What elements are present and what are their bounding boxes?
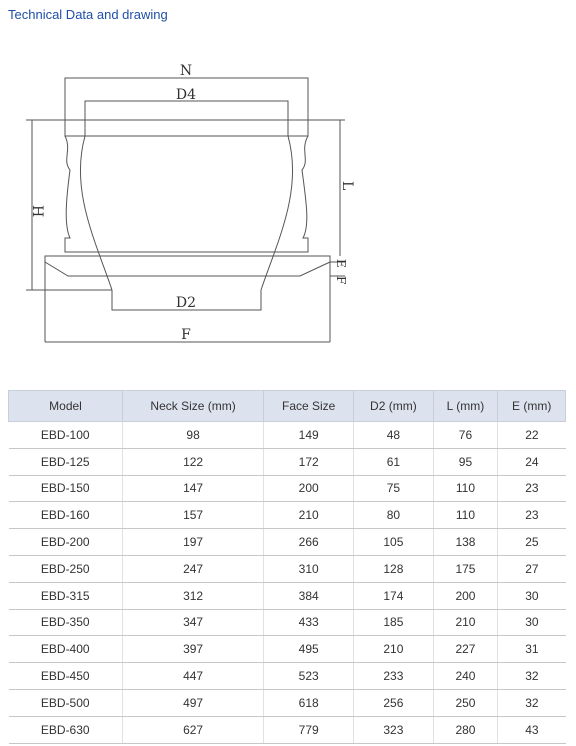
table-cell: 233	[354, 663, 433, 690]
table-cell: 30	[498, 582, 566, 609]
table-row	[9, 448, 566, 475]
label-d4: D4	[175, 87, 197, 103]
table-cell: 433	[264, 609, 354, 636]
table-cell: 779	[264, 716, 354, 743]
table-cell: 32	[498, 663, 566, 690]
table-cell: EBD-315	[9, 582, 123, 609]
table-cell: 76	[433, 422, 498, 449]
table-row	[9, 689, 566, 716]
column-header: E (mm)	[498, 391, 566, 422]
bottom-plate	[45, 256, 330, 276]
column-header: Model	[9, 391, 123, 422]
table-cell: 247	[123, 555, 264, 582]
technical-data-table	[8, 390, 566, 744]
table-cell: EBD-450	[9, 663, 123, 690]
table-row	[9, 422, 566, 449]
table-cell: 122	[123, 448, 264, 475]
table-row	[9, 475, 566, 502]
table-cell: 200	[433, 582, 498, 609]
table-header-row	[9, 391, 566, 422]
table-cell: EBD-400	[9, 636, 123, 663]
table-row	[9, 663, 566, 690]
table-cell: EBD-160	[9, 502, 123, 529]
table-cell: 210	[354, 636, 433, 663]
table-cell: 384	[264, 582, 354, 609]
page-title: Technical Data and drawing	[8, 7, 168, 22]
label-l: L	[339, 181, 355, 191]
table-cell: 75	[354, 475, 433, 502]
table-cell: 110	[433, 502, 498, 529]
right-inner-curve	[261, 136, 293, 290]
table-cell: 618	[264, 689, 354, 716]
table-cell: 98	[123, 422, 264, 449]
table-cell: 128	[354, 555, 433, 582]
table-cell: EBD-500	[9, 689, 123, 716]
table-cell: 105	[354, 529, 433, 556]
dimension-d4-line	[85, 101, 288, 136]
table-cell: 250	[433, 689, 498, 716]
table-cell: 157	[123, 502, 264, 529]
table-cell: 447	[123, 663, 264, 690]
table-cell: EBD-630	[9, 716, 123, 743]
column-header: Face Size	[264, 391, 354, 422]
table-cell: 27	[498, 555, 566, 582]
table-cell: 43	[498, 716, 566, 743]
table-row	[9, 609, 566, 636]
technical-drawing	[0, 55, 380, 350]
table-cell: 61	[354, 448, 433, 475]
table-cell: 397	[123, 636, 264, 663]
table-cell: 256	[354, 689, 433, 716]
table-cell: 347	[123, 609, 264, 636]
table-cell: 627	[123, 716, 264, 743]
table-cell: 23	[498, 475, 566, 502]
table-cell: 174	[354, 582, 433, 609]
table-row	[9, 502, 566, 529]
table-cell: EBD-250	[9, 555, 123, 582]
table-cell: 175	[433, 555, 498, 582]
label-f: F	[181, 327, 191, 343]
table-cell: 197	[123, 529, 264, 556]
table-cell: EBD-200	[9, 529, 123, 556]
table-cell: 110	[433, 475, 498, 502]
table-cell: 240	[433, 663, 498, 690]
label-d2: D2	[175, 295, 197, 311]
table-cell: 280	[433, 716, 498, 743]
left-inner-curve	[80, 136, 112, 290]
table-cell: 22	[498, 422, 566, 449]
column-header: Neck Size (mm)	[123, 391, 264, 422]
table-row	[9, 555, 566, 582]
body-outline	[65, 136, 308, 252]
column-header: D2 (mm)	[354, 391, 433, 422]
table-cell: 310	[264, 555, 354, 582]
table-cell: 172	[264, 448, 354, 475]
table-cell: 32	[498, 689, 566, 716]
table-cell: EBD-125	[9, 448, 123, 475]
table-cell: EBD-350	[9, 609, 123, 636]
table-cell: 95	[433, 448, 498, 475]
table-cell: 138	[433, 529, 498, 556]
table-cell: 149	[264, 422, 354, 449]
table-row	[9, 529, 566, 556]
table-row	[9, 582, 566, 609]
table-cell: 147	[123, 475, 264, 502]
label-h: H	[29, 205, 45, 218]
label-e: E	[334, 259, 348, 268]
table-row	[9, 636, 566, 663]
table-cell: 210	[264, 502, 354, 529]
table-cell: EBD-100	[9, 422, 123, 449]
table-cell: EBD-150	[9, 475, 123, 502]
table-cell: 23	[498, 502, 566, 529]
table-cell: 185	[354, 609, 433, 636]
top-flange	[65, 120, 308, 136]
table-cell: 523	[264, 663, 354, 690]
table-cell: 312	[123, 582, 264, 609]
table-cell: 31	[498, 636, 566, 663]
table-cell: 266	[264, 529, 354, 556]
table-cell: 210	[433, 609, 498, 636]
label-n: N	[179, 63, 193, 79]
table-cell: 80	[354, 502, 433, 529]
table-cell: 227	[433, 636, 498, 663]
table-row	[9, 716, 566, 743]
table-cell: 497	[123, 689, 264, 716]
table-cell: 200	[264, 475, 354, 502]
table-cell: 495	[264, 636, 354, 663]
table-cell: 48	[354, 422, 433, 449]
table-cell: 323	[354, 716, 433, 743]
column-header: L (mm)	[433, 391, 498, 422]
table-cell: 24	[498, 448, 566, 475]
label-f-side: F	[334, 276, 348, 285]
table-cell: 30	[498, 609, 566, 636]
table-cell: 25	[498, 529, 566, 556]
